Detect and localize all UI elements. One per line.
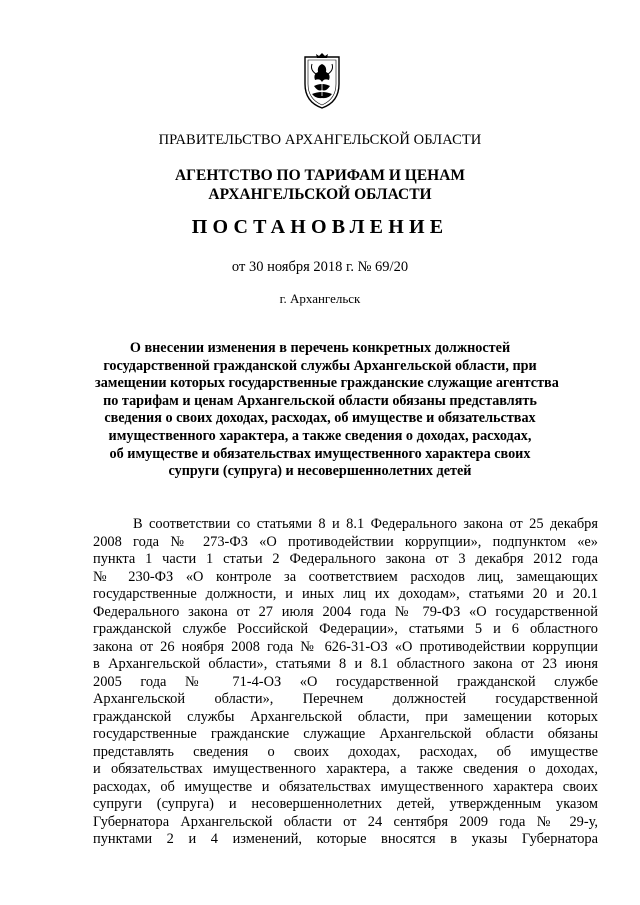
body-line: № 230-ФЗ «О контроле за соответствием расходов лиц, замещающих xyxy=(93,568,598,585)
body-line: Архангельской области», Перечнем должностей государственной xyxy=(93,691,598,707)
body-line: 2005 года № 71-4-ОЗ «О государственной гражданской службе xyxy=(93,673,598,690)
body-line: закона от 26 ноября 2008 года № 626-31-ОЗ «О противодействии коррупции xyxy=(93,638,598,655)
title-line: О внесении изменения в перечень конкретных должностей xyxy=(129,340,511,356)
body-line: государственные гражданские служащие Архангельской области обязаны xyxy=(93,726,598,742)
agency-name-line-2: АРХАНГЕЛЬСКОЙ ОБЛАСТИ xyxy=(208,186,432,203)
document-title xyxy=(95,340,559,481)
title-line: государственной гражданской службы Архангельской области, при xyxy=(103,357,537,374)
title-line: сведения о своих доходах, расходах, об имуществе и обязательствах xyxy=(104,410,536,427)
body-line: пункта 1 части 1 статьи 2 Федерального закона от 3 декабря 2012 года xyxy=(93,551,598,567)
body-line: гражданской службе Российской Федерации», статьями 5 и 6 областного xyxy=(93,621,598,637)
title-line: замещении которых государственные гражданские служащие агентства xyxy=(95,375,559,392)
document-type: ПОСТАНОВЛЕНИЕ xyxy=(191,216,449,238)
title-line: по тарифам и ценам Архангельской области обязаны представлять xyxy=(103,392,537,409)
document-date-number: от 30 ноября 2018 г. № 69/20 xyxy=(231,259,409,275)
agency-name-line-1: АГЕНТСТВО ПО ТАРИФАМ И ЦЕНАМ xyxy=(174,167,466,184)
body-line: супруги (супруга) и несовершеннолетних детей, утвержденным указом xyxy=(93,796,598,812)
document-city: г. Архангельск xyxy=(279,291,361,306)
title-line: об имуществе и обязательствах имущественного характера своих xyxy=(109,445,531,462)
body-line: пунктами 2 и 4 изменений, которые вносятся в указы Губернатора xyxy=(93,831,598,847)
body-line: В соответствии со статьями 8 и 8.1 Федерального закона от 25 декабря xyxy=(133,516,598,532)
government-name: ПРАВИТЕЛЬСТВО АРХАНГЕЛЬСКОЙ ОБЛАСТИ xyxy=(158,132,482,148)
body-line: представлять сведения о своих доходах, расходах, об имуществе xyxy=(93,743,598,760)
document-body xyxy=(93,516,598,849)
body-line: и обязательствах имущественного характера, а также сведения о доходах, xyxy=(93,761,598,777)
coat-of-arms-emblem xyxy=(302,52,342,110)
body-line: 2008 года № 273-ФЗ «О противодействии коррупции», подпунктом «е» xyxy=(93,533,598,550)
body-line: Федерального закона от 27 июля 2004 года № 79-ФЗ «О государственной xyxy=(93,603,598,620)
body-line: Губернатора Архангельской области от 24 сентября 2009 года № 29-у, xyxy=(93,813,598,830)
body-line: в Архангельской области», статьями 8 и 8.1 областного закона от 23 июня xyxy=(93,656,598,672)
title-line: супруги (супруга) и несовершеннолетних детей xyxy=(168,463,472,480)
body-line: государственные должности, и иных лиц их доходам», статьями 20 и 20.1 xyxy=(93,586,598,602)
title-line: имущественного характера, а также сведения о доходах, расходах, xyxy=(108,427,532,444)
body-line: гражданской службы Архангельской области, при замещении которых xyxy=(93,708,598,725)
body-line: расходах, об имуществе и обязательствах имущественного характера своих xyxy=(93,778,598,795)
agency-name xyxy=(0,166,640,204)
